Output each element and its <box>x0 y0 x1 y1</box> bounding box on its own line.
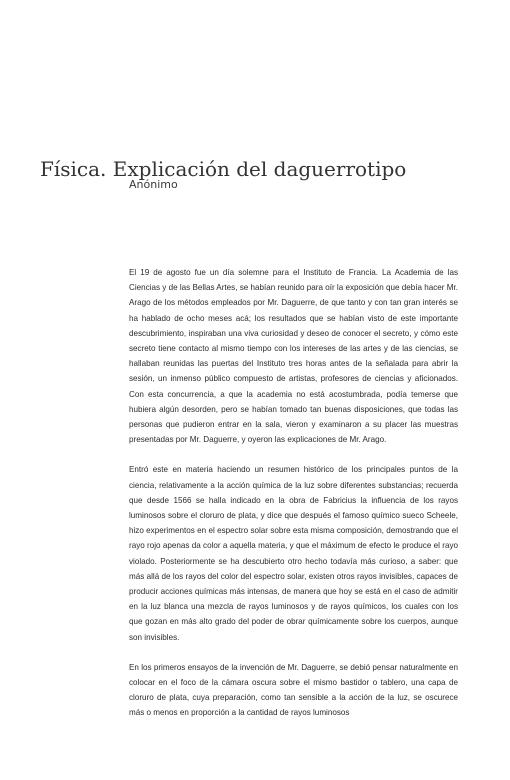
paragraph: Entró este en materia haciendo un resumen histórico de los principales puntos de la ciencia, relativamente a la acción química de la luz sobre diferentes substancias; recuerda que desde 1566 se halla indicado en la obra de Fabricius la influencia de los rayos luminosos sobre el cloruro de plata, y dice que después el famoso químico sueco Scheele, hizo experimentos en el espectro solar sobre esta misma composición, demostrando que el rayo rojo apenas da color a aquella materia, y que el máximum de efecto le produce el rayo violado. Posteriormente se ha descubierto otro hecho todavía más curioso, a saber: que más allá de los rayos del color del espectro solar, existen otros rayos invisibles, capaces de producir acciones químicas más intensas, de manera que hoy se está en el caso de admitir en la luz blanca una mezcla de rayos luminosos y de rayos químicos, los cuales con los que gozan en más alto grado del poder de obrar químicamente sobre los cuerpos, aunque son invisibles. <box>129 465 458 642</box>
paragraph: En los primeros ensayos de la invención de Mr. Daguerre, se debió pensar naturalmente en colocar en el foco de la cámara oscura sobre el mismo bastidor o tablero, una capa de cloruro de plata, cuya preparación, como tan sensible a la acción de la luz, se oscurece más o menos en proporción a la cantidad de rayos luminosos <box>129 662 458 718</box>
page-title: Física. Explicación del daguerrotipo <box>40 157 407 182</box>
article-body <box>129 265 458 736</box>
paragraph: El 19 de agosto fue un día solemne para el Instituto de Francia. La Academia de las Ciencias y de las Bellas Artes, se habían reunido para oír la exposición que debía hacer Mr. Arago de los métodos empleados por Mr. Daguerre, de que tanto y con tan gran interés se ha hablado de ocho meses acá; los resultados que se habían visto de este importante descubrimiento, inspiraban una viva curiosidad y deseo de conocer el secreto, y cómo este secreto tiene contacto al mismo tiempo con los intereses de las artes y de las ciencias, se hallaban reunidas las puertas del Instituto tres horas antes de la señalada para abrir la sesión, un inmenso público compuesto de artistas, profesores de ciencias y aficionados. Con esta concurrencia, a que la academia no está acostumbrada, podía temerse que hubiera algún desorden, pero se habían tomado tan buenas disposiciones, que todas las personas que pudieron entrar en la sala, vieron y examinaron a su placer las muestras presentadas por Mr. Daguerre, y oyeron las explicaciones de Mr. Arago. <box>129 268 458 445</box>
author-name: Anónimo <box>129 178 178 191</box>
